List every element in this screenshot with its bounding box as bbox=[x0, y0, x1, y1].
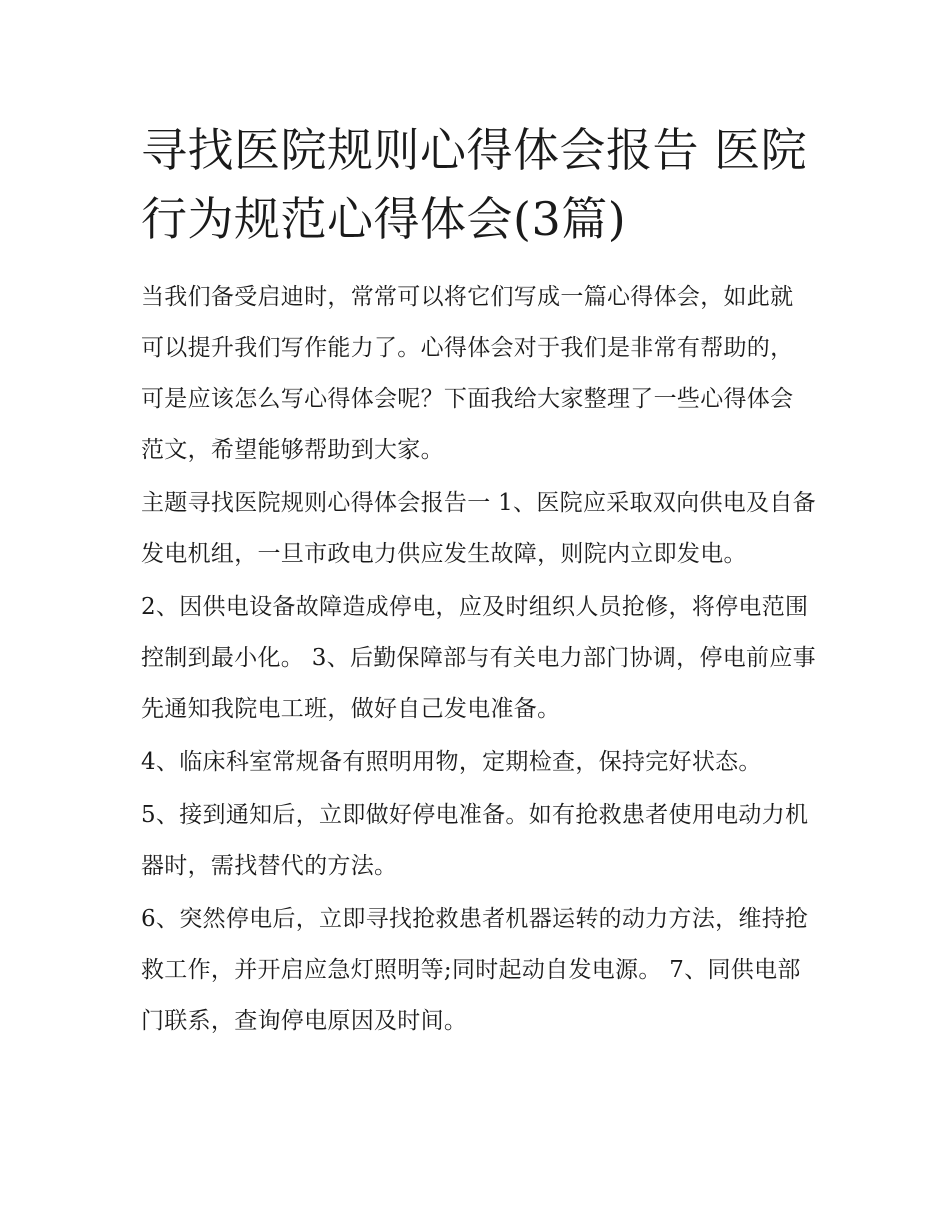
rule-paragraph-4: 4、临床科室常规备有照明用物，定期检查，保持完好状态。 bbox=[141, 749, 762, 775]
rule-paragraph-6-7: 6、突然停电后，立即寻找抢救患者机器运转的动力方法，维持抢救工作，并开启应急灯照明等;同时起动自发电源。 7、同供电部门联系，查询停电原因及时间。 bbox=[141, 906, 809, 1034]
rule-paragraph-5: 5、接到通知后，立即做好停电准备。如有抢救患者使用电动力机器时，需找替代的方法。 bbox=[141, 802, 809, 879]
intro-paragraph: 当我们备受启迪时，常常可以将它们写成一篇心得体会，如此就可以提升我们写作能力了。心得体会对于我们是非常有帮助的，可是应该怎么写心得体会呢？下面我给大家整理了一些心得体会范文，希望能够帮助到大家。 bbox=[141, 284, 794, 463]
rule-paragraph-2-3: 2、因供电设备故障造成停电，应及时组织人员抢修，将停电范围控制到最小化。 3、后勤保障部与有关电力部门协调，停电前应事先通知我院电工班，做好自己发电准备。 bbox=[141, 594, 816, 722]
document-body bbox=[141, 116, 816, 1049]
document-title: 寻找医院规则心得体会报告 医院行为规范心得体会(3篇) bbox=[141, 123, 808, 246]
rule-paragraph-1: 主题寻找医院规则心得体会报告一 1、医院应采取双向供电及自备发电机组，一旦市政电力供应发生故障，则院内立即发电。 bbox=[141, 490, 816, 567]
